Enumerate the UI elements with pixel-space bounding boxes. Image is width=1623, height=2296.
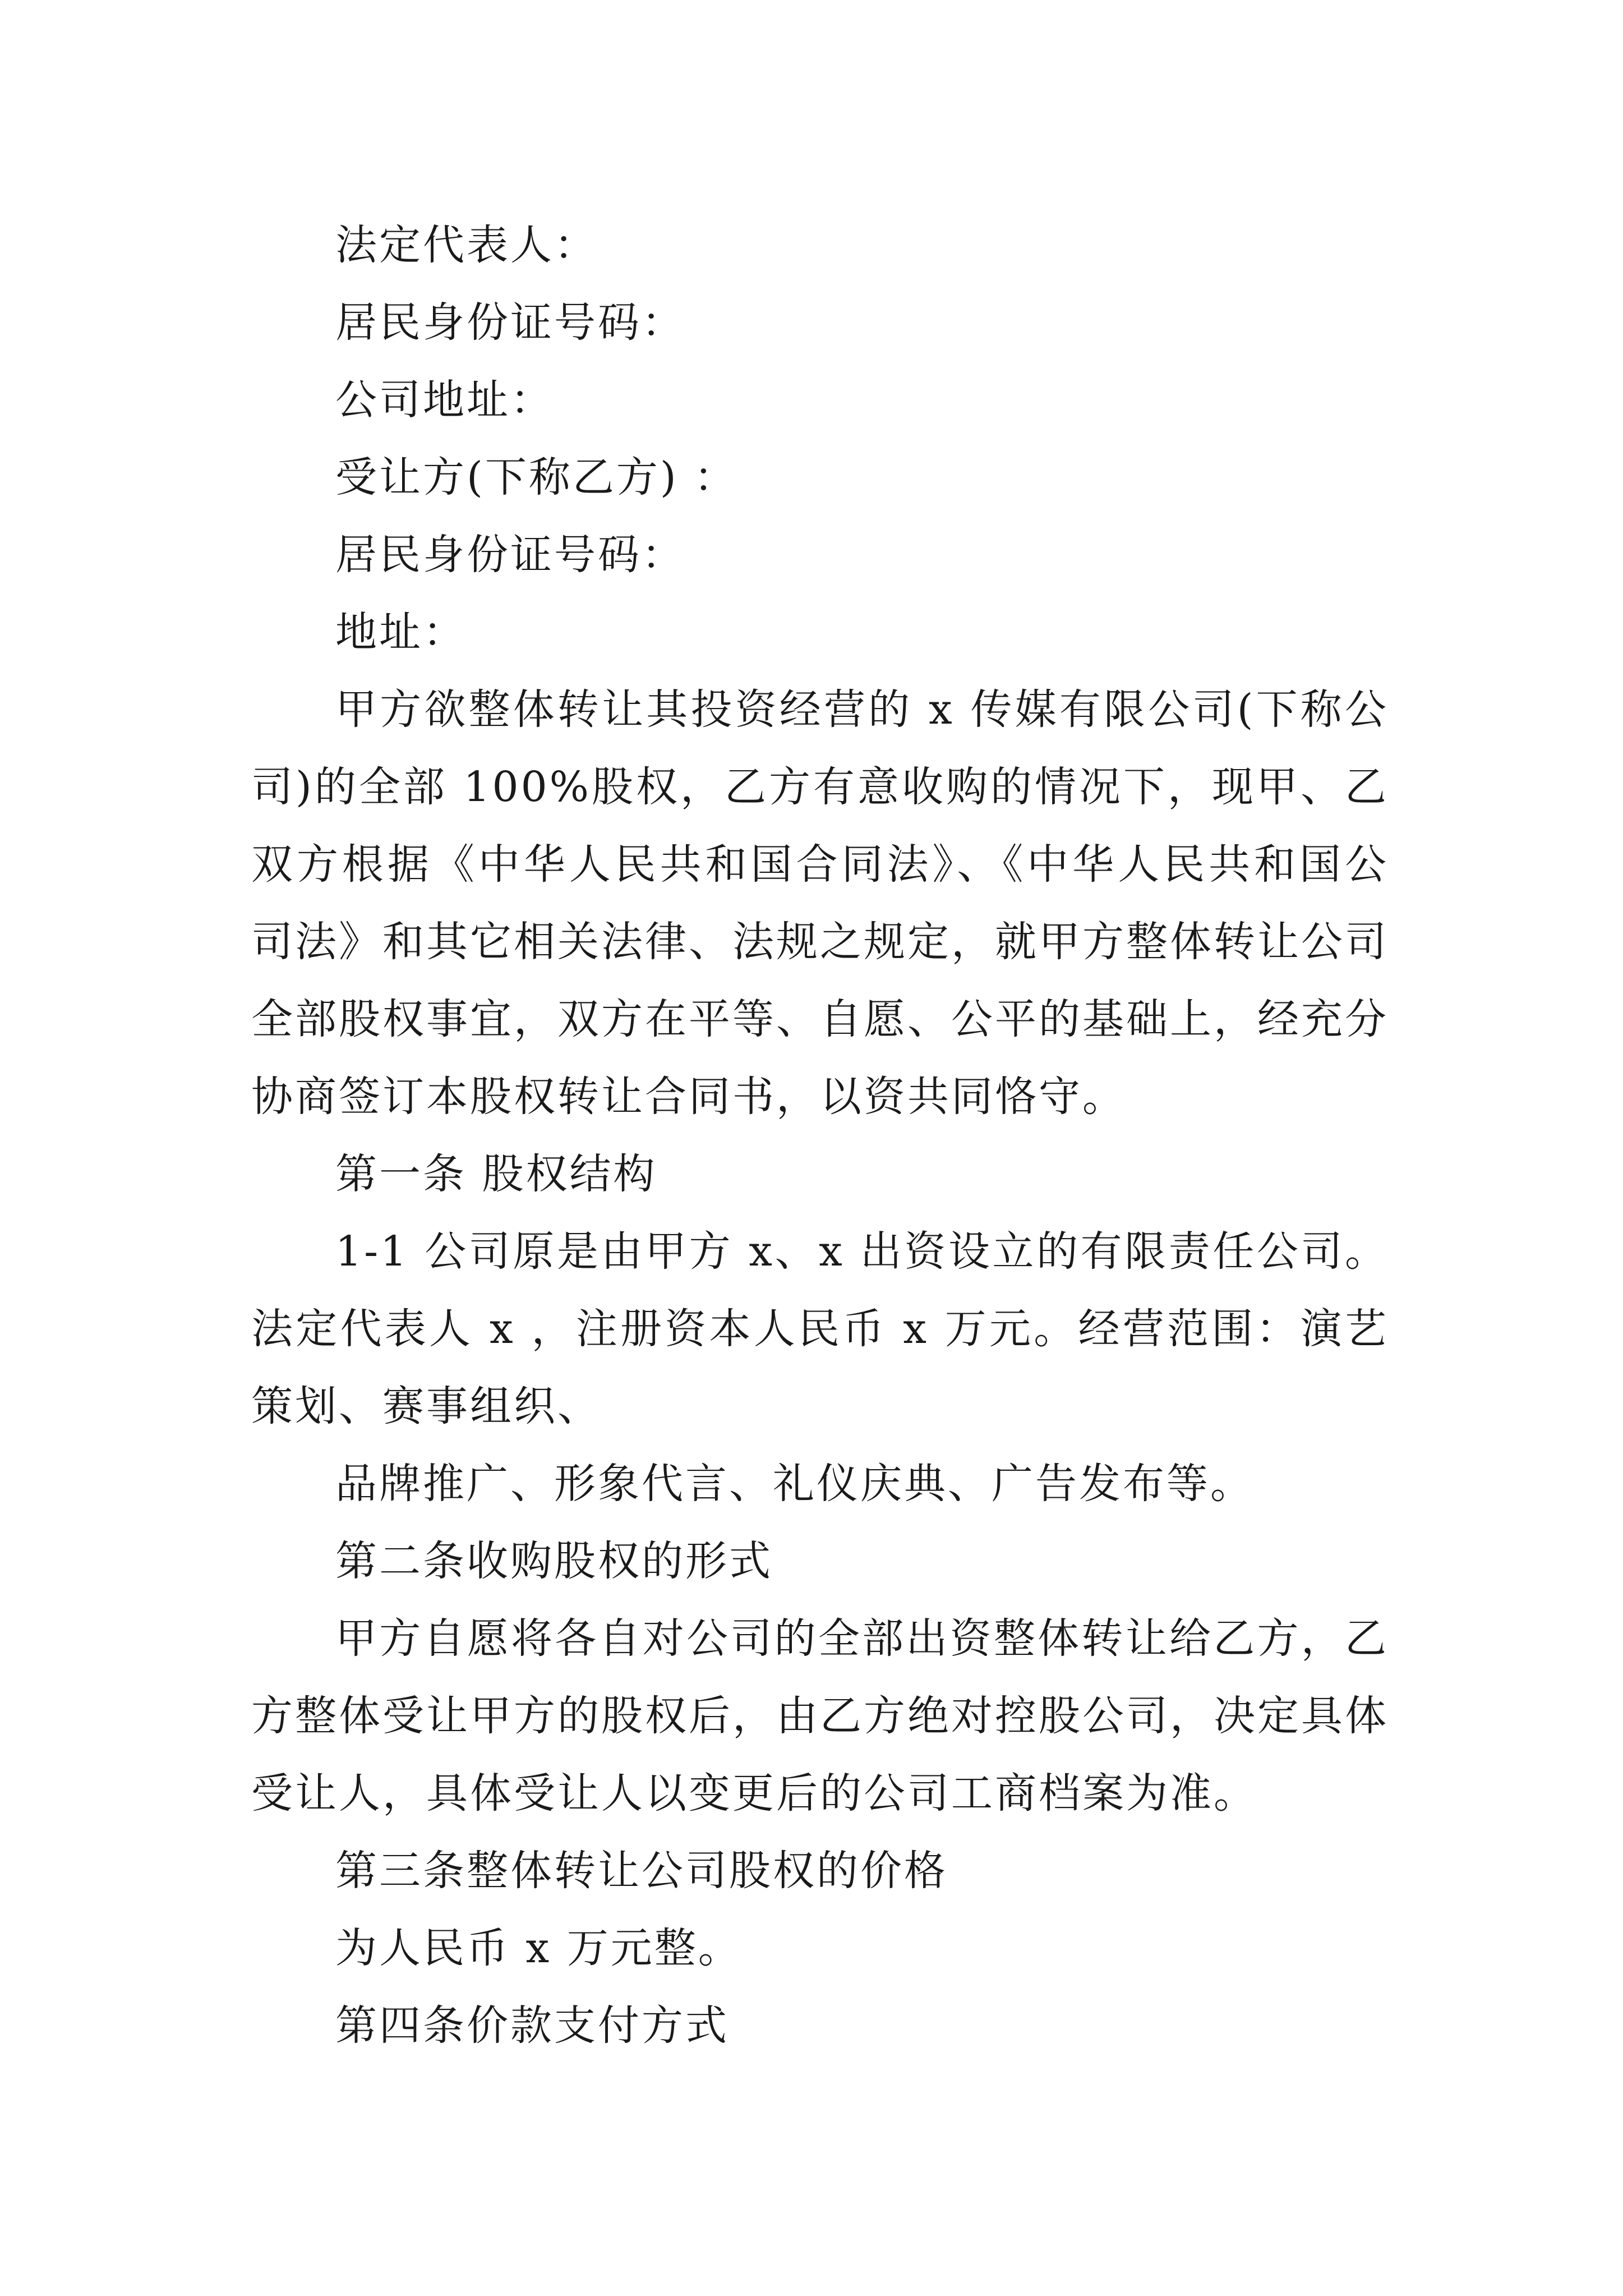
transferee-field: 受让方(下称乙方) ： bbox=[335, 453, 738, 501]
article-4-title: 第四条价款支付方式 bbox=[335, 2001, 729, 2050]
article-1-title: 第一条 股权结构 bbox=[335, 1150, 657, 1198]
article-3-title: 第三条整体转让公司股权的价格 bbox=[335, 1847, 948, 1895]
legal-rep-field: 法定代表人： bbox=[335, 221, 598, 269]
document-body bbox=[251, 206, 1389, 2064]
id-number-field: 居民身份证号码： bbox=[335, 298, 685, 347]
article-2-paragraph: 甲方自愿将各自对公司的全部出资整体转让给乙方，乙方整体受让甲方的股权后，由乙方绝对控股公司，决定具体受让人，具体受让人以变更后的公司工商档案为准。 bbox=[251, 1614, 1389, 1818]
transferee-id-number-field: 居民身份证号码： bbox=[335, 531, 685, 579]
transferee-address-field: 地址： bbox=[335, 608, 467, 656]
intro-paragraph: 甲方欲整体转让其投资经营的 x 传媒有限公司(下称公司)的全部 100%股权，乙方有意收购的情况下，现甲、乙双方根据《中华人民共和国合同法》、《中华人民共和国公司法》和其它相关法律、法规之规定，就甲方整体转让公司全部股权事宜，双方在平等、自愿、公平的基础上，经充分协商签订本股权转让合同书，以资共同恪守。 bbox=[251, 685, 1389, 1121]
article-2-title: 第二条收购股权的形式 bbox=[335, 1537, 773, 1585]
article-1-paragraph-continued: 品牌推广、形象代言、礼仪庆典、广告发布等。 bbox=[335, 1460, 1254, 1508]
company-address-field: 公司地址： bbox=[335, 376, 554, 424]
article-1-paragraph: 1-1 公司原是由甲方 x、x 出资设立的有限责任公司。法定代表人 x ，注册资本人民币 x 万元。经营范围：演艺策划、赛事组织、 bbox=[251, 1227, 1389, 1430]
article-3-paragraph: 为人民币 x 万元整。 bbox=[335, 1924, 742, 1972]
